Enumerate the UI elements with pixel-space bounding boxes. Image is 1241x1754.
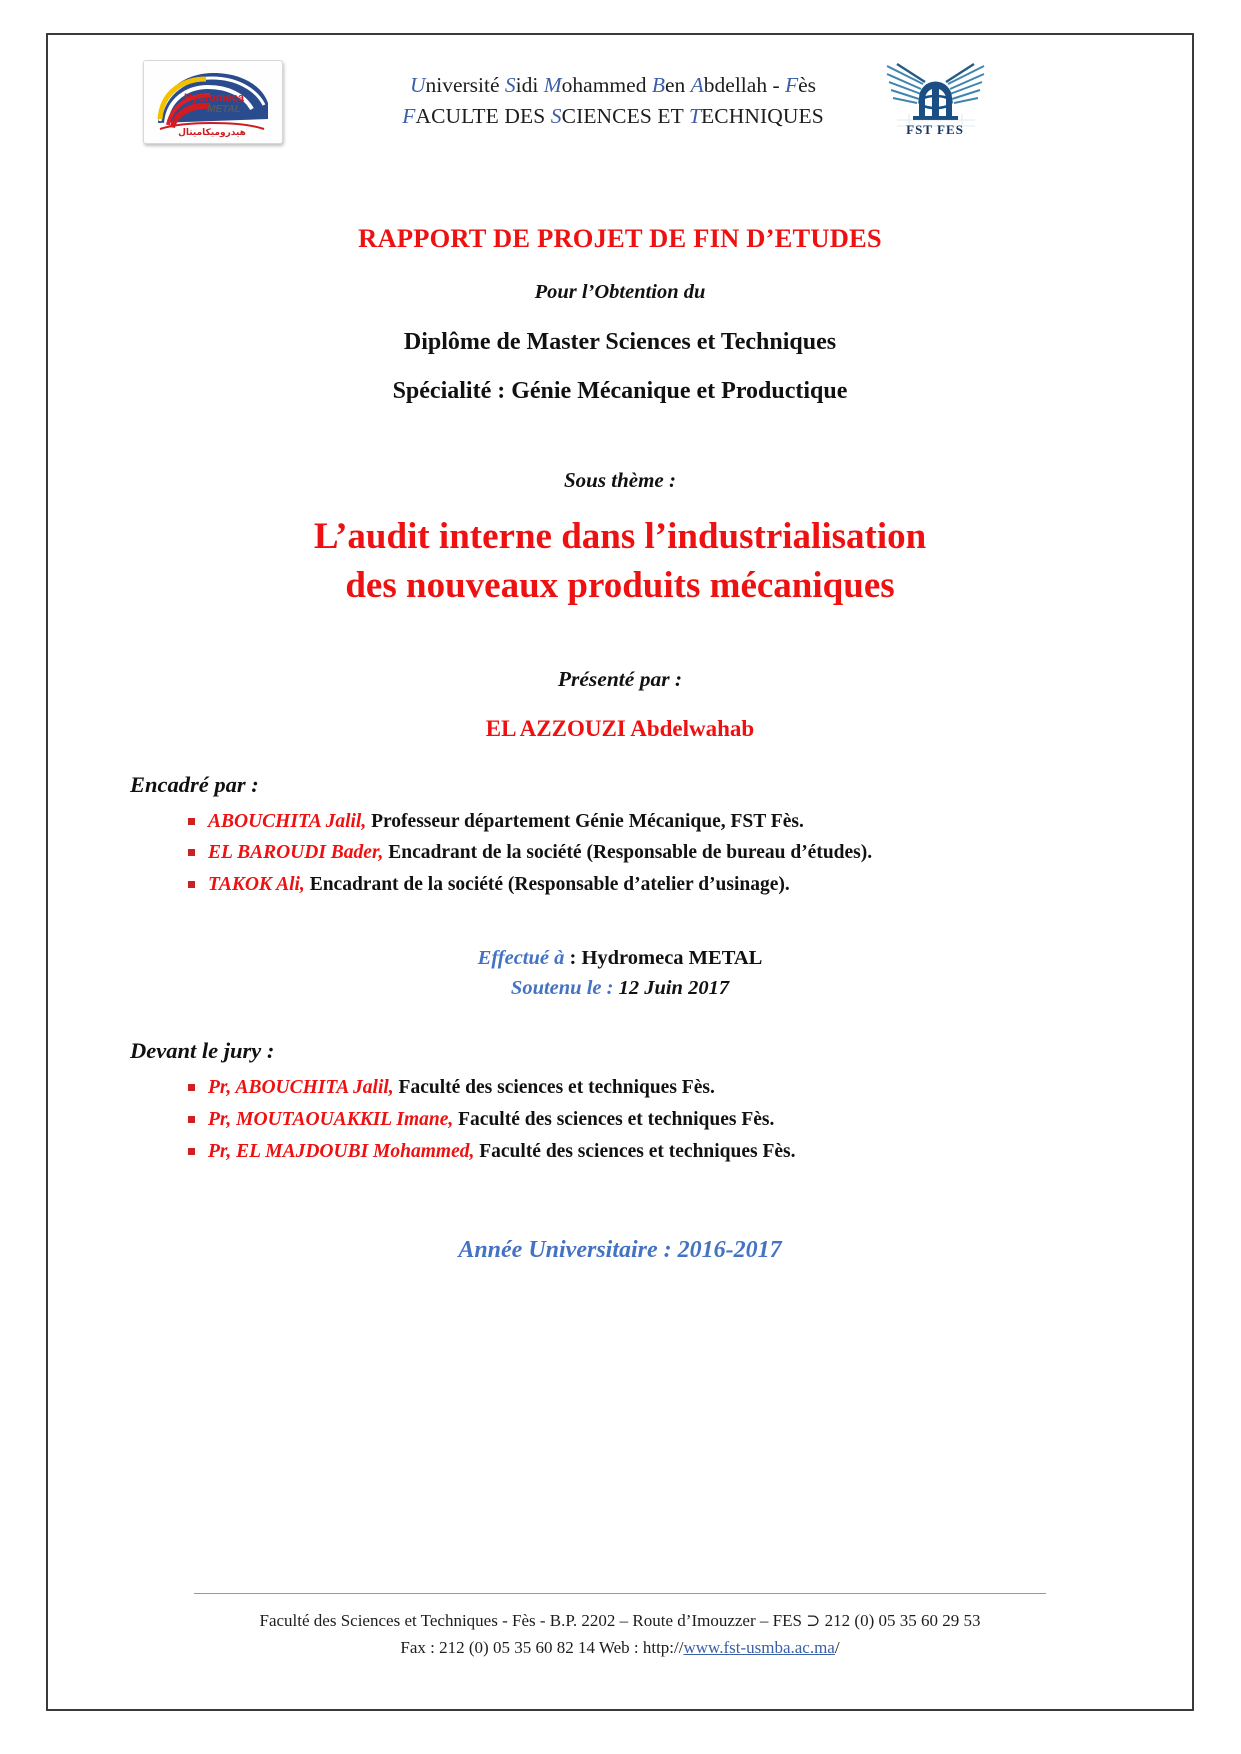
internship-info <box>48 943 1192 1005</box>
defense-date-value: 12 Juin 2017 <box>613 977 730 1000</box>
list-item <box>48 808 1192 836</box>
jury-member-name: Pr, EL MAJDOUBI Mohammed, <box>208 1140 475 1162</box>
thesis-theme-title <box>48 513 1192 611</box>
jury-heading: Devant le jury : <box>130 1038 275 1064</box>
university-title <box>288 70 938 132</box>
fst-fes-logo-graphic <box>883 58 988 140</box>
internship-place-separator: : <box>564 946 582 969</box>
diploma-name: Diplôme de Master Sciences et Techniques <box>403 329 837 355</box>
hydromeca-logo-graphic <box>144 61 280 141</box>
internship-place-value: Hydromeca METAL <box>581 946 763 969</box>
footer-fax-web-line <box>48 1635 1192 1661</box>
academic-year: Année Universitaire : 2016-2017 <box>458 1237 782 1264</box>
square-bullet-icon <box>188 1148 195 1155</box>
svg-text:METAL: METAL <box>207 104 241 115</box>
document-page <box>46 33 1194 1711</box>
supervisor-name: ABOUCHITA Jalil, <box>208 810 367 832</box>
jury-member-affiliation: Faculté des sciences et techniques Fès. <box>453 1108 775 1130</box>
faculty-website-link[interactable]: www.fst-usmba.ac.ma <box>683 1637 835 1657</box>
page-header <box>48 58 1192 154</box>
footer-divider <box>194 1593 1046 1594</box>
footer-fax-text: Fax : 212 (0) 05 35 60 82 14 Web : http:// <box>400 1637 684 1657</box>
supervisors-heading: Encadré par : <box>130 771 259 797</box>
jury-member-affiliation: Faculté des sciences et techniques Fès. <box>474 1140 796 1162</box>
list-item <box>48 1138 1192 1166</box>
square-bullet-icon <box>188 849 195 856</box>
footer-line-suffix: / <box>834 1637 840 1657</box>
fst-fes-logo-text: FST FES <box>906 122 964 137</box>
jury-member-affiliation: Faculté des sciences et techniques Fès. <box>393 1077 715 1099</box>
speciality-name: Spécialité : Génie Mécanique et Productique <box>392 378 848 404</box>
supervisors-list <box>48 808 1192 899</box>
supervisor-role: Professeur département Génie Mécanique, FST Fès. <box>366 810 804 832</box>
supervisor-role: Encadrant de la société (Responsable d’atelier d’usinage). <box>304 874 790 896</box>
internship-place-label: Effectué à <box>477 946 565 969</box>
jury-member-name: Pr, MOUTAOUAKKIL Imane, <box>208 1108 454 1130</box>
square-bullet-icon <box>188 881 195 888</box>
page-footer <box>48 1593 1192 1661</box>
defense-date-label: Soutenu le : <box>510 977 614 1000</box>
faculty-name-line: FACULTE DES SCIENCES ET TECHNIQUES <box>402 104 824 129</box>
document-body <box>48 155 1192 1264</box>
thesis-theme-line-2: des nouveaux produits mécaniques <box>345 564 895 606</box>
jury-member-name: Pr, ABOUCHITA Jalil, <box>208 1077 394 1099</box>
list-item <box>48 1074 1192 1102</box>
sub-theme-label: Sous thème : <box>563 468 676 492</box>
university-name-line: Université Sidi Mohammed Ben Abdellah - Fès <box>409 73 817 97</box>
square-bullet-icon <box>188 818 195 825</box>
footer-address-line: Faculté des Sciences et Techniques - Fès - B.P. 2202 – Route d’Imouzzer – FES ⊃ 212 (0) 05 35 60 29 53 <box>259 1611 981 1631</box>
svg-text:Hydromeca: Hydromeca <box>184 92 244 104</box>
footer-contact <box>48 1608 1192 1661</box>
thesis-theme-line-1: L’audit interne dans l’industrialisation <box>313 516 927 557</box>
internship-place-line <box>48 943 1192 974</box>
for-obtention-label: Pour l’Obtention du <box>534 281 706 303</box>
jury-list <box>48 1074 1192 1165</box>
list-item <box>48 1106 1192 1134</box>
list-item <box>48 871 1192 899</box>
square-bullet-icon <box>188 1084 195 1091</box>
fst-fes-logo <box>883 58 988 140</box>
report-title: RAPPORT DE PROJET DE FIN D’ETUDES <box>358 223 882 253</box>
hydromeca-metal-logo <box>143 60 283 144</box>
presented-by-label: Présenté par : <box>557 666 683 691</box>
defense-date-line <box>48 973 1192 1004</box>
square-bullet-icon <box>188 1116 195 1123</box>
supervisor-name: EL BAROUDI Bader, <box>208 842 384 864</box>
supervisor-role: Encadrant de la société (Responsable de bureau d’études). <box>383 842 873 864</box>
supervisor-name: TAKOK Ali, <box>208 874 305 896</box>
list-item <box>48 839 1192 867</box>
svg-text:هيدروميكاميتال: هيدروميكاميتال <box>178 128 246 138</box>
author-name: EL AZZOUZI Abdelwahab <box>485 715 755 741</box>
